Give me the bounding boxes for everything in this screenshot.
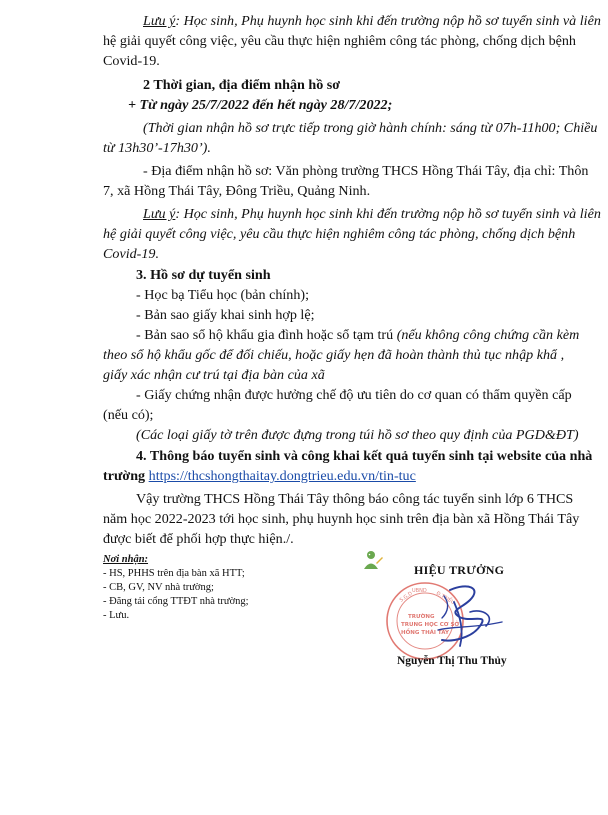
section-2-hours-line-1: (Thời gian nhận hồ sơ trực tiếp trong giờ hành chính: sáng từ 07h-11h00; Chiều bbox=[143, 120, 598, 136]
section-3-note: (Các loại giấy tờ trên được đựng trong túi hồ sơ theo quy định của PGD&ĐT) bbox=[136, 427, 579, 443]
notice-2-line-2: hệ giải quyết công việc, yêu cầu thực hiện nghiêm công tác phòng, chống dịch bệnh bbox=[103, 226, 576, 242]
notice-2-line-1 bbox=[143, 205, 601, 223]
section-3-item-3-line-2: theo sổ hộ khẩu gốc để đối chiếu, hoặc giấy hẹn đã hoàn thành thủ tục nhập khẩ , bbox=[103, 347, 565, 363]
section-3-item-4-line-2: (nếu có); bbox=[103, 407, 154, 423]
svg-text:S.G.D: S.G.D bbox=[398, 590, 414, 604]
handwritten-signature bbox=[420, 582, 510, 652]
section-4-heading-end: trường bbox=[103, 468, 146, 484]
svg-text:Đ.TRIỀU: Đ.TRIỀU bbox=[435, 590, 456, 606]
section-3-item-1: - Học bạ Tiểu học (bản chính); bbox=[136, 287, 310, 303]
svg-text:UBND: UBND bbox=[412, 588, 427, 594]
school-website-link[interactable]: https://thcshongthaitay.dongtrieu.edu.vn/tin-tuc bbox=[148, 468, 416, 484]
closing-line-2: năm học 2022-2023 tới học sinh, phụ huynh học sinh trên địa bàn xã Hồng Thái Tây bbox=[103, 511, 580, 527]
section-3-item-3-start: - Bản sao sổ hộ khẩu gia đình hoặc sổ tạm trú bbox=[136, 327, 397, 343]
notice-2-text: : Học sinh, Phụ huynh học sinh khi đến trường nộp hồ sơ tuyển sinh và liên bbox=[175, 206, 601, 222]
recipients-block bbox=[103, 553, 148, 566]
section-3-item-3-italic: (nếu không công chứng cần kèm bbox=[396, 327, 580, 343]
recipient-item: - CB, GV, NV nhà trường; bbox=[103, 582, 214, 593]
section-2-heading: 2 Thời gian, địa điểm nhận hồ sơ bbox=[143, 77, 341, 93]
svg-text:HỒNG THÁI TÂY: HỒNG THÁI TÂY bbox=[401, 630, 449, 636]
recipient-item: - Đăng tải cổng TTĐT nhà trường; bbox=[103, 596, 249, 607]
signer-sticker-icon bbox=[362, 549, 384, 571]
section-2-place-line-2: 7, xã Hồng Thái Tây, Đông Triều, Quảng Ninh. bbox=[103, 183, 371, 199]
notice-2-label: Lưu ý bbox=[143, 206, 176, 222]
section-3-item-3-line-1 bbox=[136, 326, 579, 344]
section-2-place-line-1: - Địa điểm nhận hồ sơ: Văn phòng trường THCS Hồng Thái Tây, địa chỉ: Thôn bbox=[143, 163, 589, 179]
notice-1-line-1 bbox=[143, 12, 601, 30]
section-3-item-2: - Bản sao giấy khai sinh hợp lệ; bbox=[136, 307, 315, 323]
notice-1-line-2: hệ giải quyết công việc, yêu cầu thực hiện nghiêm công tác phòng, chống dịch bệnh bbox=[103, 33, 576, 49]
signer-name: Nguyễn Thị Thu Thủy bbox=[397, 655, 507, 667]
notice-1-label: Lưu ý bbox=[143, 13, 176, 29]
svg-text:TRƯỜNG: TRƯỜNG bbox=[408, 614, 435, 620]
section-2-hours-line-2: từ 13h30’-17h30’). bbox=[103, 140, 211, 156]
notice-1-line-3: Covid-19. bbox=[103, 53, 160, 69]
section-3-heading: 3. Hồ sơ dự tuyển sinh bbox=[136, 267, 271, 283]
section-3-item-4-line-1: - Giấy chứng nhận được hưởng chế độ ưu tiên do cơ quan có thẩm quyền cấp bbox=[136, 387, 572, 403]
notice-1-text: : Học sinh, Phụ huynh học sinh khi đến trường nộp hồ sơ tuyển sinh và liên bbox=[175, 13, 601, 29]
recipient-item: - Lưu. bbox=[103, 610, 130, 621]
svg-text:TRUNG HỌC CƠ SỞ: TRUNG HỌC CƠ SỞ bbox=[401, 622, 460, 628]
signer-title: HIỆU TRƯỞNG bbox=[414, 563, 505, 577]
section-3-item-3-line-3: giấy xác nhận cư trú tại địa bàn của xã bbox=[103, 367, 325, 383]
recipients-title: Nơi nhận: bbox=[103, 554, 149, 565]
closing-line-3: được biết để phối hợp thực hiện./. bbox=[103, 531, 294, 547]
closing-line-1: Vậy trường THCS Hồng Thái Tây thông báo công tác tuyển sinh lớp 6 THCS bbox=[136, 491, 574, 507]
section-4-heading-line-1: 4. Thông báo tuyển sinh và công khai kết quả tuyển sinh tại website của nhà bbox=[136, 448, 593, 464]
section-2-date-range: + Từ ngày 25/7/2022 đến hết ngày 28/7/2022; bbox=[128, 97, 393, 113]
recipient-item: - HS, PHHS trên địa bàn xã HTT; bbox=[103, 568, 245, 579]
notice-2-line-3: Covid-19. bbox=[103, 246, 159, 262]
section-4-heading-line-2 bbox=[103, 467, 416, 485]
